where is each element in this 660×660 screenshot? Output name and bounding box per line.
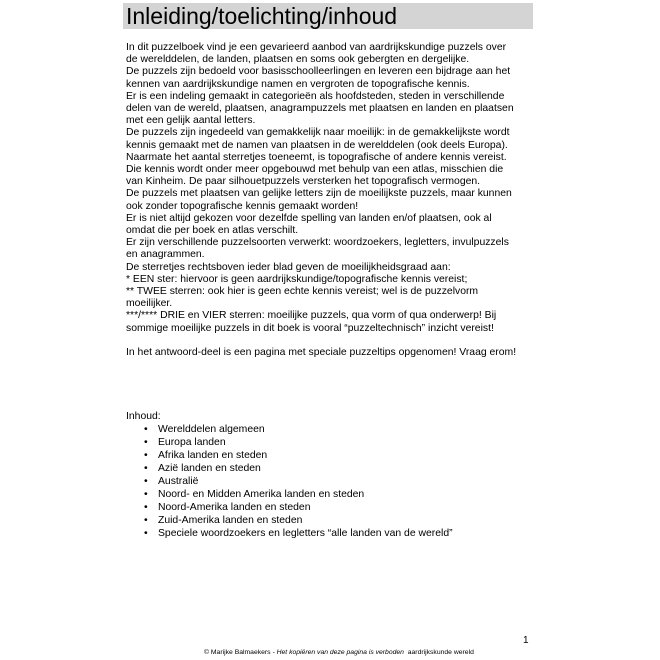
answer-note: In het antwoord-deel is een pagina met speciale puzzeltips opgenomen! Vraag erom! xyxy=(126,347,517,359)
bullet-icon: • xyxy=(144,528,148,539)
toc-item-label: Speciele woordzoekers en legletters “alle landen van de wereld” xyxy=(158,528,453,539)
toc-item-label: Afrika landen en steden xyxy=(158,450,268,461)
toc-item xyxy=(126,514,546,527)
toc-heading: Inhoud: xyxy=(126,411,161,422)
bullet-icon: • xyxy=(144,515,148,526)
toc-item-label: Australië xyxy=(158,476,199,487)
page-title: Inleiding/toelichting/inhoud xyxy=(126,3,398,29)
toc-item xyxy=(126,475,546,488)
intro-line: * EEN ster: hiervoor is geen aardrijkskundige/topografische kennis vereist; xyxy=(126,273,468,285)
intro-line: ** TWEE sterren: ook hier is geen echte kennis vereist; wel is de puzzelvorm xyxy=(126,286,479,298)
toc-item-label: Azië landen en steden xyxy=(158,463,261,474)
intro-line: Er is een indeling gemaakt in categorieën als hoofdsteden, steden in verschillende xyxy=(126,90,505,102)
intro-line: kennen van aardrijkskundige namen en vergroten de topografische kennis. xyxy=(126,78,470,90)
table-of-contents xyxy=(126,410,546,540)
intro-line: delen van de wereld, plaatsen, anagrampuzzels met plaatsen en landen en plaatsen xyxy=(126,103,514,115)
intro-line: De puzzels met plaatsen van gelijke letters zijn de moeilijkste puzzels, maar kunnen xyxy=(126,188,512,200)
intro-line: kennis gemaakt met de namen van plaatsen in de werelddelen (ook deels Europa). xyxy=(126,139,508,151)
intro-line: moeilijker. xyxy=(126,298,173,310)
footer-subject: aardrijkskunde wereld xyxy=(407,649,474,656)
intro-line: en anagrammen. xyxy=(126,249,205,261)
toc-item xyxy=(126,423,546,436)
intro-line: Er zijn verschillende puzzelsoorten verwerkt: woordzoekers, legletters, invulpuzzels xyxy=(126,237,509,249)
toc-item xyxy=(126,488,546,501)
bullet-icon: • xyxy=(144,463,148,474)
intro-text xyxy=(126,42,546,359)
footer-copyright: © Marijke Balmaekers xyxy=(204,649,271,656)
toc-item-label: Werelddelen algemeen xyxy=(158,424,265,435)
bullet-icon: • xyxy=(144,476,148,487)
bullet-icon: • xyxy=(144,450,148,461)
toc-item-label: Europa landen xyxy=(158,437,226,448)
footer-copy-notice: - Het kopiëren van deze pagina is verboden xyxy=(270,649,404,656)
toc-item xyxy=(126,462,546,475)
intro-line: De sterretjes rechtsboven ieder blad geven de moeilijkheidsgraad aan: xyxy=(126,261,451,273)
toc-item xyxy=(126,436,546,449)
intro-line: van Kinheim. De paar silhouetpuzzels versterken het topografisch vermogen. xyxy=(126,176,481,188)
footer xyxy=(204,649,474,656)
intro-line: omdat die per boek en atlas verschilt. xyxy=(126,225,299,237)
intro-line: ***/**** DRIE en VIER sterren: moeilijke puzzels, qua vorm of qua onderwerp! Bij xyxy=(126,310,497,322)
toc-item xyxy=(126,501,546,514)
intro-line: ook zonder topografische kennis gemaakt worden! xyxy=(126,200,359,212)
toc-item-label: Noord-Amerika landen en steden xyxy=(158,502,311,513)
intro-line: sommige moeilijke puzzels in dit boek is vooral “puzzeltechnisch” inzicht vereist! xyxy=(126,322,494,334)
toc-item-label: Zuid-Amerika landen en steden xyxy=(158,515,303,526)
toc-item-label: Noord- en Midden Amerika landen en steden xyxy=(158,489,365,500)
bullet-icon: • xyxy=(144,424,148,435)
intro-line: de werelddelen, de landen, plaatsen en soms ook gebergten en dergelijke. xyxy=(126,54,470,66)
intro-line: De puzzels zijn bedoeld voor basisschoolleerlingen en leveren een bijdrage aan het xyxy=(126,66,511,78)
toc-item xyxy=(126,527,546,540)
page-number: 1 xyxy=(523,635,529,646)
title-bar xyxy=(123,3,533,29)
bullet-icon: • xyxy=(144,502,148,513)
bullet-icon: • xyxy=(144,437,148,448)
intro-line: De puzzels zijn ingedeeld van gemakkelijk naar moeilijk: in de gemakkelijkste wordt xyxy=(126,127,510,139)
intro-line: met een gelijk aantal letters. xyxy=(126,115,256,127)
intro-line: Er is niet altijd gekozen voor dezelfde spelling van landen en/of plaatsen, ook al xyxy=(126,212,492,224)
intro-line: In dit puzzelboek vind je een gevarieerd aanbod van aardrijkskundige puzzels over xyxy=(126,42,507,53)
intro-line: Naarmate het aantal sterretjes toeneemt, is topografische of andere kennis vereist. xyxy=(126,151,507,163)
bullet-icon: • xyxy=(144,489,148,500)
intro-line: Die kennis wordt onder meer opgebouwd met behulp van een atlas, misschien die xyxy=(126,164,504,176)
toc-list xyxy=(126,423,546,540)
toc-item xyxy=(126,449,546,462)
